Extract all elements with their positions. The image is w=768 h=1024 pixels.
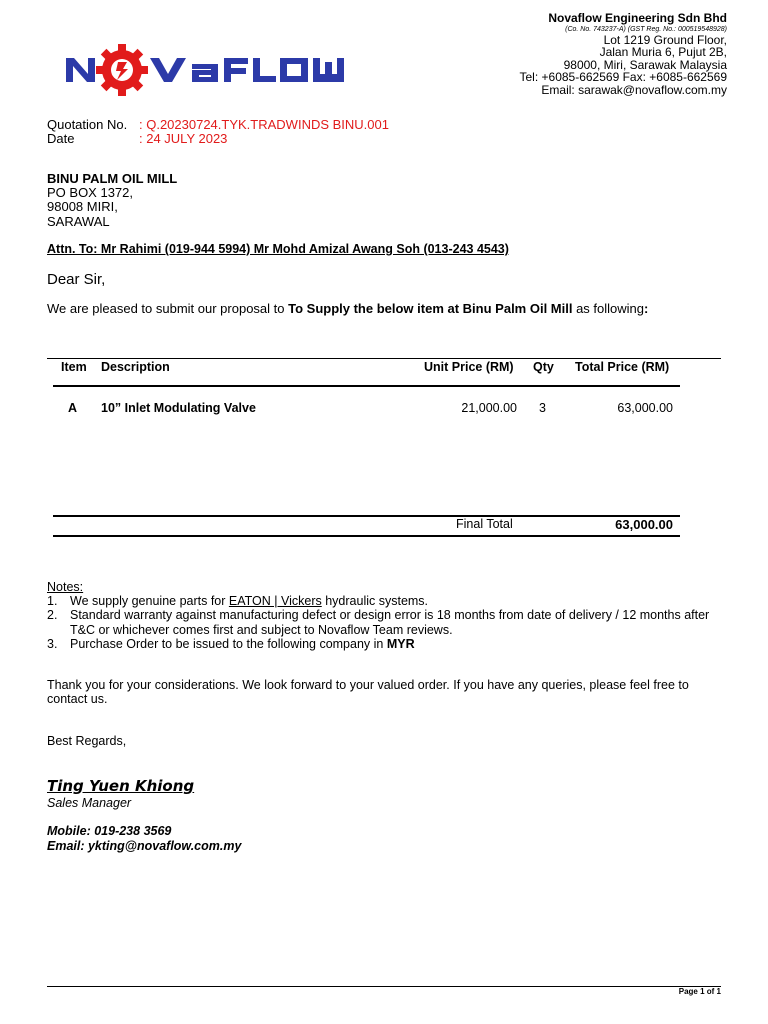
- header-total-price: Total Price (RM): [575, 360, 670, 374]
- proposal-prefix: We are pleased to submit our proposal to: [47, 301, 289, 316]
- quotation-date-label: Date: [47, 131, 75, 146]
- quotation-number-row: [47, 117, 389, 132]
- recipient-line: SARAWAL: [47, 213, 110, 229]
- salutation: Dear Sir,: [47, 271, 106, 288]
- proposal-colon: :: [644, 301, 649, 316]
- quotation-date-row: [47, 131, 227, 146]
- signatory-name: Ting Yuen Khiong: [47, 777, 195, 795]
- note-number: 2.: [47, 608, 58, 623]
- signatory-title: Sales Manager: [47, 796, 132, 810]
- row-qty: 3: [539, 401, 546, 415]
- company-phone-fax: Tel: +6085-662569 Fax: +6085-662569: [519, 70, 727, 85]
- signatory-mobile: Mobile: 019-238 3569: [47, 824, 172, 838]
- quotation-date-value: : 24 JULY 2023: [139, 131, 228, 146]
- footer-rule: [47, 986, 721, 987]
- novaflow-logo: [62, 44, 352, 96]
- note-item: [47, 637, 710, 651]
- company-email: Email: sarawak@novaflow.com.my: [541, 82, 727, 97]
- company-info: [520, 12, 728, 97]
- recipient-line: 98008 MIRI,: [47, 199, 118, 215]
- table-bottom-rule: [53, 535, 680, 537]
- company-address-line: Jalan Muria 6, Pujut 2B,: [599, 45, 727, 60]
- row-unit-price: 21,000.00: [461, 401, 517, 415]
- proposal-text: [47, 301, 648, 316]
- row-description: 10” Inlet Modulating Valve: [101, 401, 256, 415]
- header-item: Item: [61, 360, 87, 374]
- header-qty: Qty: [533, 360, 554, 374]
- company-address-line: 98000, Miri, Sarawak Malaysia: [563, 57, 727, 72]
- note-text: Purchase Order to be issued to the following company in: [70, 636, 387, 651]
- note-number: 1.: [47, 594, 58, 609]
- company-registration: (Co. No. 743237-A) (GST Reg. No.: 000519548928): [565, 25, 727, 33]
- recipient-address: [47, 172, 177, 229]
- row-item: A: [68, 401, 78, 415]
- quotation-number-value: : Q.20230724.TYK.TRADWINDS BINU.001: [139, 117, 389, 132]
- header-unit-price: Unit Price (RM): [424, 360, 514, 374]
- final-total-value: 63,000.00: [615, 517, 673, 532]
- note-item: [47, 608, 710, 636]
- company-address-line: Lot 1219 Ground Floor,: [603, 32, 727, 47]
- final-total-label: Final Total: [456, 517, 513, 531]
- note-number: 3.: [47, 636, 58, 651]
- note-text: Standard warranty against manufacturing defect or design error is 18 months from date of delivery / 12 months after T&C or whichever comes first and subject to Novaflow Team reviews.: [70, 608, 710, 637]
- note-currency: MYR: [386, 636, 415, 651]
- table-top-rule: [47, 358, 721, 359]
- proposal-bold: To Supply the below item at Binu Palm Oil Mill: [288, 301, 573, 316]
- closing-paragraph: Thank you for your considerations. We look forward to your valued order. If you have any queries, please feel free to contact us.: [47, 678, 689, 706]
- page-number: Page 1 of 1: [678, 987, 721, 996]
- recipient-line: PO BOX 1372,: [47, 185, 133, 201]
- company-name: Novaflow Engineering Sdn Bhd: [548, 11, 727, 25]
- signatory-email: Email: ykting@novaflow.com.my: [47, 838, 242, 853]
- note-text: We supply genuine parts for: [70, 594, 229, 609]
- quotation-number-label: Quotation No.: [47, 117, 128, 132]
- recipient-name: BINU PALM OIL MILL: [47, 171, 178, 186]
- note-brand-link: EATON | Vickers: [228, 594, 322, 609]
- header-description: Description: [101, 360, 170, 374]
- notes-title: Notes:: [47, 580, 84, 594]
- regards: Best Regards,: [47, 734, 127, 748]
- note-item: [47, 594, 710, 608]
- table-header-rule: [53, 385, 680, 387]
- attention-line: Attn. To: Mr Rahimi (019-944 5994) Mr Mohd Amizal Awang Soh (013-243 4543): [47, 242, 509, 256]
- proposal-suffix: as following: [572, 301, 645, 316]
- note-text: hydraulic systems.: [321, 594, 429, 609]
- notes-section: [47, 580, 710, 651]
- row-total-price: 63,000.00: [617, 401, 673, 415]
- signatory-contact: [47, 824, 241, 853]
